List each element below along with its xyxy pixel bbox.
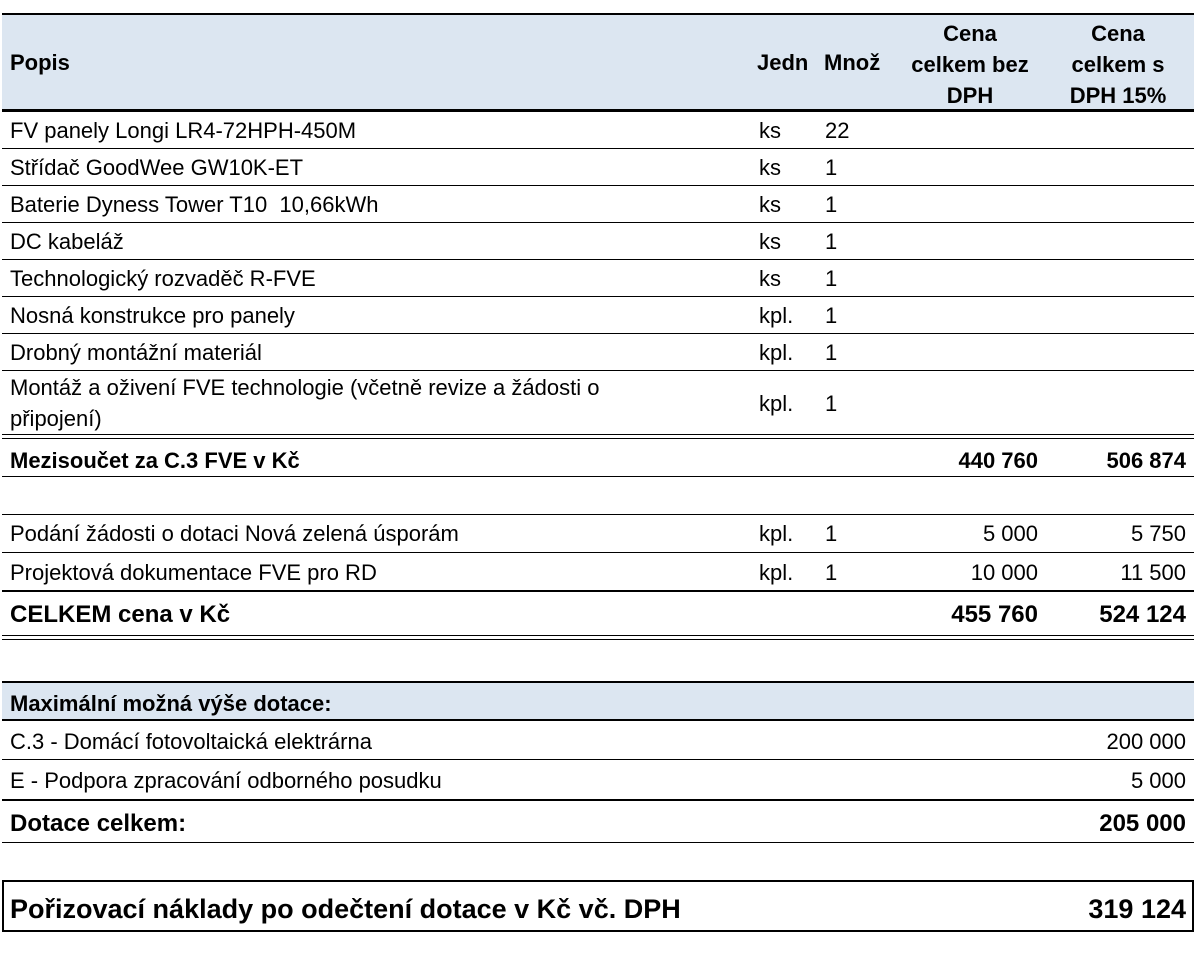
- item-jedn: ks: [759, 155, 781, 180]
- subsidy-title: Maximální možná výše dotace:: [10, 691, 332, 716]
- item-mnoz: 1: [825, 155, 838, 180]
- item-mnoz: 1: [825, 391, 838, 416]
- item-popis-continued: připojení): [10, 406, 102, 431]
- item-mnoz: 1: [825, 340, 838, 365]
- header-cena-bez: Cena celkem bez DPH: [911, 21, 1029, 108]
- item-mnoz: 1: [825, 303, 838, 328]
- extra-bez: 10 000: [970, 560, 1038, 585]
- subsidy-label: E - Podpora zpracování odborného posudku: [10, 768, 442, 793]
- final-cost-value: 319 124: [1088, 894, 1186, 924]
- item-jedn: kpl.: [759, 303, 794, 328]
- extra-s: 11 500: [1120, 560, 1186, 585]
- item-jedn: kpl.: [759, 340, 794, 365]
- total-s: 524 124: [1099, 601, 1186, 628]
- extra-mnoz: 1: [825, 521, 838, 546]
- header-jedn: Jedn: [757, 50, 809, 75]
- item-popis: Drobný montážní materiál: [10, 340, 262, 365]
- extra-bez: 5 000: [982, 521, 1038, 546]
- item-jedn: ks: [759, 266, 781, 291]
- final-cost-label: Pořizovací náklady po odečtení dotace v Kč vč. DPH: [10, 894, 681, 924]
- subtotal-bez: 440 760: [958, 448, 1038, 473]
- item-popis: Baterie Dyness Tower T10 10,66kWh: [10, 192, 379, 217]
- extra-s: 5 750: [1130, 521, 1186, 546]
- subsidy-value: 5 000: [1130, 768, 1186, 793]
- extra-mnoz: 1: [825, 560, 838, 585]
- subtotal-label: Mezisoučet za C.3 FVE v Kč: [10, 448, 300, 473]
- item-mnoz: 1: [825, 229, 838, 254]
- extra-popis: Podání žádosti o dotaci Nová zelená úsporám: [10, 521, 459, 546]
- subsidy-total-label: Dotace celkem:: [10, 810, 187, 837]
- item-popis: Střídač GoodWee GW10K-ET: [10, 155, 304, 180]
- item-mnoz: 22: [825, 118, 850, 143]
- subsidy-value: 200 000: [1106, 729, 1186, 754]
- subsidy-label: C.3 - Domácí fotovoltaická elektrárna: [10, 729, 372, 754]
- item-popis: FV panely Longi LR4-72HPH-450M: [10, 118, 357, 143]
- item-jedn: kpl.: [759, 391, 794, 416]
- item-mnoz: 1: [825, 192, 838, 217]
- item-popis: Nosná konstrukce pro panely: [10, 303, 295, 328]
- total-label: CELKEM cena v Kč: [10, 601, 231, 628]
- item-mnoz: 1: [825, 266, 838, 291]
- item-popis: Montáž a oživení FVE technologie (včetně revize a žádosti o: [10, 375, 600, 400]
- header-mnoz: Množ: [824, 50, 881, 75]
- extra-popis: Projektová dokumentace FVE pro RD: [10, 560, 377, 585]
- item-jedn: ks: [759, 118, 781, 143]
- header-cena-s: Cena celkem s DPH 15%: [1069, 21, 1167, 108]
- header-popis: Popis: [10, 50, 70, 75]
- item-popis: DC kabeláž: [10, 229, 124, 254]
- item-popis: Technologický rozvaděč R-FVE: [10, 266, 316, 291]
- extra-jedn: kpl.: [759, 560, 794, 585]
- subtotal-s: 506 874: [1106, 448, 1186, 473]
- subsidy-total-value: 205 000: [1099, 810, 1186, 837]
- item-jedn: ks: [759, 229, 781, 254]
- extra-jedn: kpl.: [759, 521, 794, 546]
- item-jedn: ks: [759, 192, 781, 217]
- total-bez: 455 760: [951, 601, 1038, 628]
